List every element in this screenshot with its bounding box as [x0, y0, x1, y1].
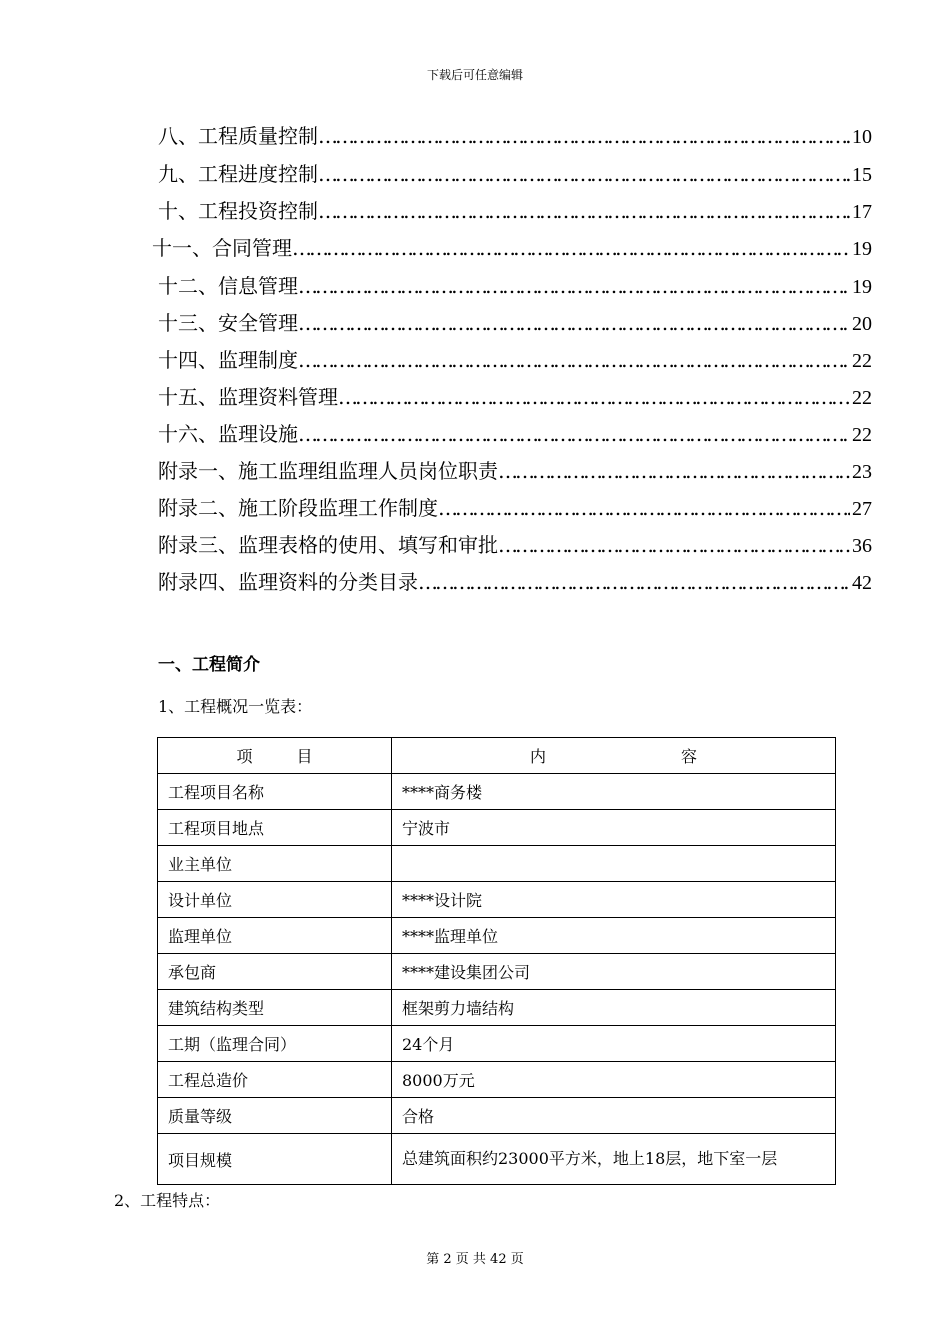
toc-entry-page: 19 — [852, 276, 872, 298]
item-cell: 工程项目地点 — [158, 810, 392, 846]
toc-leader-dots — [318, 197, 850, 225]
toc-leader-dots — [318, 122, 850, 150]
item-cell: 项目规模 — [158, 1134, 392, 1185]
toc-entry — [158, 272, 872, 300]
table-row — [158, 810, 836, 846]
content-cell: 总建筑面积约23000平方米，地上18层，地下室一层 — [392, 1134, 836, 1185]
header-cell: 项目 — [158, 738, 392, 774]
content-cell: ****商务楼 — [392, 774, 836, 810]
toc-entry — [158, 122, 872, 150]
toc-entry-label: 十、工程投资控制 — [158, 199, 318, 223]
toc-entry-page: 22 — [852, 387, 872, 409]
page-footer: 第 2 页 共 42 页 — [426, 1252, 524, 1267]
toc-entry — [158, 531, 872, 559]
toc-entry-label: 十一、合同管理 — [152, 236, 292, 260]
toc-leader-dots — [298, 272, 850, 300]
table-row — [158, 846, 836, 882]
content-cell: 24个月 — [392, 1026, 836, 1062]
toc-entry-label: 附录一、施工监理组监理人员岗位职责 — [158, 459, 498, 483]
toc-entry-page: 17 — [852, 201, 872, 223]
table-row — [158, 1026, 836, 1062]
toc-entry-label: 十五、监理资料管理 — [158, 385, 338, 409]
item-cell: 工程项目名称 — [158, 774, 392, 810]
toc-entry-page: 22 — [852, 424, 872, 446]
toc-entry-label: 十二、信息管理 — [158, 274, 298, 298]
table-row — [158, 774, 836, 810]
content-cell: 框架剪力墙结构 — [392, 990, 836, 1026]
toc-leader-dots — [298, 346, 850, 374]
item-cell: 业主单位 — [158, 846, 392, 882]
item-cell: 承包商 — [158, 954, 392, 990]
toc-leader-dots — [498, 457, 850, 485]
toc-entry-label: 附录四、监理资料的分类目录 — [158, 570, 418, 594]
toc-entry-page: 15 — [852, 164, 872, 186]
toc-entry-page: 10 — [852, 126, 872, 148]
table-row — [158, 1134, 836, 1185]
toc-entry-label: 十四、监理制度 — [158, 348, 298, 372]
content-cell: ****建设集团公司 — [392, 954, 836, 990]
toc-leader-dots — [298, 420, 850, 448]
table-row — [158, 954, 836, 990]
toc-entry-page: 36 — [852, 535, 872, 557]
toc-entry-label: 八、工程质量控制 — [158, 124, 318, 148]
toc-entry-label: 十六、监理设施 — [158, 422, 298, 446]
table-header-row — [158, 738, 836, 774]
content-cell: 宁波市 — [392, 810, 836, 846]
item-cell: 质量等级 — [158, 1098, 392, 1134]
toc-entry-page: 42 — [852, 572, 872, 594]
table-row — [158, 990, 836, 1026]
toc-entry-page: 19 — [852, 238, 872, 260]
content-cell — [392, 846, 836, 882]
toc-entry — [158, 309, 872, 337]
toc-leader-dots — [318, 160, 850, 188]
toc-entry-page: 23 — [852, 461, 872, 483]
table-row — [158, 1098, 836, 1134]
item-cell: 建筑结构类型 — [158, 990, 392, 1026]
content-cell: 合格 — [392, 1098, 836, 1134]
toc-leader-dots — [292, 234, 850, 262]
toc-entry — [152, 234, 872, 262]
toc-leader-dots — [498, 531, 850, 559]
toc-leader-dots — [418, 568, 850, 596]
toc-entry — [158, 160, 872, 188]
toc-entry-label: 附录三、监理表格的使用、填写和审批 — [158, 533, 498, 557]
subsection-title: 1、工程概况一览表： — [158, 697, 313, 716]
table-row — [158, 918, 836, 954]
toc-leader-dots — [438, 494, 850, 522]
toc-entry — [158, 197, 872, 225]
table-row — [158, 882, 836, 918]
toc-entry — [158, 420, 872, 448]
toc-entry — [158, 346, 872, 374]
toc-entry-page: 20 — [852, 313, 872, 335]
item-cell: 设计单位 — [158, 882, 392, 918]
toc-leader-dots — [298, 309, 850, 337]
toc-entry — [158, 568, 872, 596]
content-cell: 8000万元 — [392, 1062, 836, 1098]
content-cell: ****设计院 — [392, 882, 836, 918]
header-cell: 内 容 — [392, 738, 836, 774]
content-cell: ****监理单位 — [392, 918, 836, 954]
item-cell: 工期（监理合同） — [158, 1026, 392, 1062]
toc-entry — [158, 383, 872, 411]
toc-entry-label: 九、工程进度控制 — [158, 162, 318, 186]
toc-entry-label: 十三、安全管理 — [158, 311, 298, 335]
toc-leader-dots — [338, 383, 850, 411]
subsection-title: 2、工程特点： — [114, 1191, 221, 1210]
table-row — [158, 1062, 836, 1098]
project-overview-table — [157, 737, 836, 1185]
page-header: 下载后可任意编辑 — [426, 68, 523, 82]
item-cell: 工程总造价 — [158, 1062, 392, 1098]
toc-entry-page: 22 — [852, 350, 872, 372]
item-cell: 监理单位 — [158, 918, 392, 954]
toc-entry-label: 附录二、施工阶段监理工作制度 — [158, 496, 438, 520]
toc-entry-page: 27 — [852, 498, 872, 520]
section-title: 一、工程简介 — [158, 655, 260, 675]
toc-entry — [158, 457, 872, 485]
toc-entry — [158, 494, 872, 522]
